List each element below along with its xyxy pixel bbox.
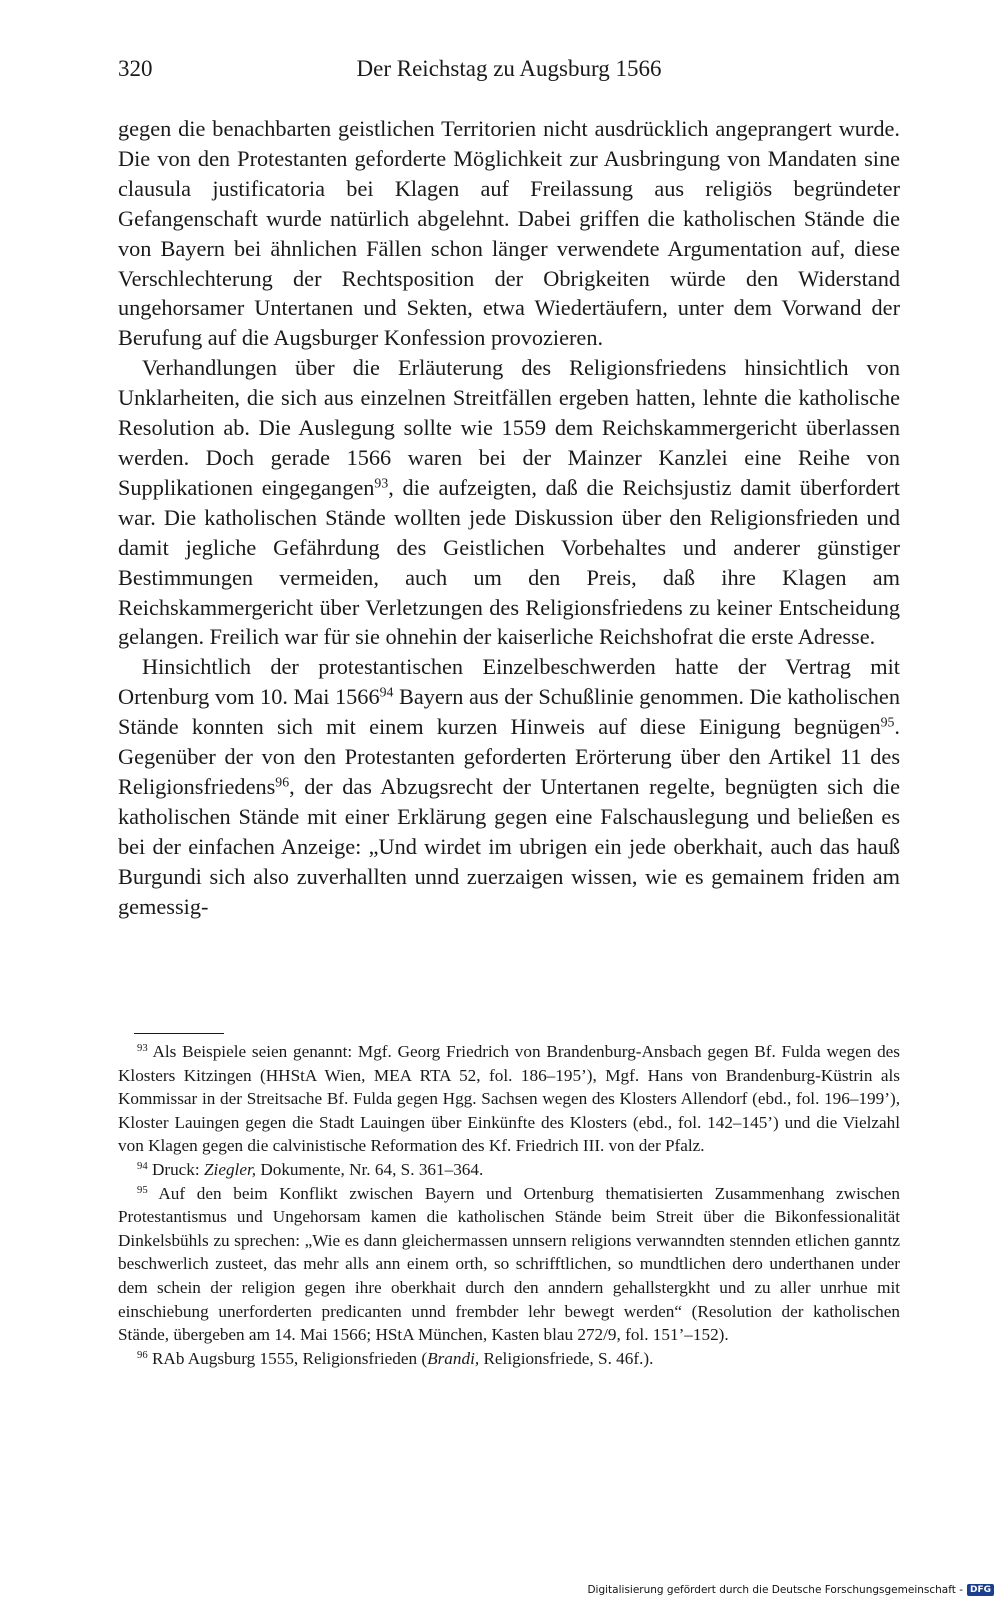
text-run: , die aufzeigten, daß die Reichsjustiz damit überfordert war. Die katholischen Stände wollten jede Diskussion über den Religionsfrieden und damit jegliche Gefährdung des Geistlichen Vorbehaltes und anderer günstiger Bestimmungen vermeiden, auch um den Preis, daß ihre Klagen am Reichskammergericht über Verletzungen des Religionsfriedens zu keiner Entscheidung gelangen. Freilich war für sie ohnehin der kaiserliche Reichshofrat die erste Adresse.: [118, 474, 900, 650]
dfg-logo: DFG: [967, 1584, 994, 1596]
footnotes: [118, 1040, 900, 1370]
credit-text: Digitalisierung gefördert durch die Deutsche Forschungsgemeinschaft -: [587, 1584, 963, 1596]
footnote-ref: 93: [137, 1043, 148, 1055]
text-run: RAb Augsburg 1555, Religionsfrieden (: [147, 1348, 428, 1368]
footnote: [118, 1158, 900, 1182]
footnote-ref: 93: [374, 475, 389, 491]
footnote: [118, 1347, 900, 1371]
footnote: [118, 1182, 900, 1347]
footnote-ref: 96: [275, 774, 290, 790]
page-header: [118, 56, 900, 88]
paragraph: [118, 114, 900, 353]
text-run: . Gegenüber der von den Protestanten geforderten Erörterung über den Artikel 11 des Religionsfriedens: [118, 714, 900, 799]
text-run: Hinsichtlich der protestantischen Einzelbeschwerden hatte der Vertrag mit Ortenburg vom 10. Mai 1566: [118, 654, 900, 710]
digitization-credit: [587, 1584, 994, 1596]
paragraph: [118, 652, 900, 921]
running-title: Der Reichstag zu Augsburg 1566: [356, 56, 662, 81]
text-run: Verhandlungen über die Erläuterung des Religionsfriedens hinsichtlich von Unklarheiten, die sich aus einzelnen Streitfällen ergeben hatten, lehnte die katholische Resolution ab. Die Auslegung sollte wie 1559 dem Reichskammergericht überlassen werden. Doch gerade 1566 waren bei der Mainzer Kanzlei eine Reihe von Supplikationen eingegangen: [118, 355, 900, 500]
text-run: Bayern aus der Schußlinie genommen. Die katholischen Stände konnten sich mit einem kurzen Hinweis auf diese Einigung begnügen: [118, 684, 900, 740]
main-text: [118, 114, 900, 921]
text-run: , der das Abzugsrecht der Untertanen regelte, begnügten sich die katholischen Stände mit einer Erklärung gegen eine Falschauslegung und beließen es bei der einfachen Anzeige: „Und wirdet im ubrigen ein jede oberkhait, auch das hauß Burgundi sich also zuverhallten unnd zuerzaigen wissen, wie es gemainem friden am gemessig-: [118, 773, 900, 919]
footnote-ref: 94: [379, 684, 394, 700]
footnote-ref: 95: [137, 1184, 148, 1196]
footnote-ref: 94: [137, 1161, 148, 1173]
text-run: Religionsfriede, S. 46f.).: [479, 1348, 654, 1368]
text-run: gegen die benachbarten geistlichen Territorien nicht ausdrücklich angeprangert wurde. Die von den Protestanten geforderte Möglichkeit zur Ausbringung von Mandaten sine clausula justificatoria bei Klagen auf Freilassung aus religiös begründeter Gefangenschaft wurde natürlich abgelehnt. Dabei griffen die katholischen Stände die von Bayern bei ähnlichen Fällen schon länger verwendete Argumentation auf, diese Verschlechterung der Rechtsposition der Obrigkeiten würde den Widerstand ungehorsamer Untertanen und Sekten, etwa Wiedertäufern, unter dem Vorwand der Berufung auf die Augsburger Konfession provozieren.: [118, 116, 900, 351]
text-run: Druck:: [147, 1159, 204, 1179]
text-run: Auf den beim Konflikt zwischen Bayern und Ortenburg thematisierten Zusammenhang zwischen Protestantismus und Ungehorsam kamen die katholischen Stände beim Streit über die Bikonfessionalität Dinkelsbühls zu sprechen: „Wie es dann gleichermassen unnsern religions verwanndten stennden etlichen ganntz beschwerlich zusteet, das mehr alls ann einem orth, so schrifftlichen, so mundtlichen dero underthanen under dem schein der religion gegen ihre oberkhait durch den anndern gehallstergkht und zu aller unrhue mit einschiebung unerforderten predicanten unnd frembder lehr bewegt werden“ (Resolution der katholischen Stände, übergeben am 14. Mai 1566; HStA München, Kasten blau 272/9, fol. 151’–152).: [118, 1183, 900, 1345]
footnote: [118, 1040, 900, 1158]
italic-text: Ziegler,: [203, 1159, 257, 1179]
footnote-separator: [134, 1033, 224, 1034]
footnote-ref: 96: [137, 1349, 148, 1361]
page-number: 320: [118, 56, 153, 81]
paragraph: [118, 353, 900, 652]
italic-text: Brandi,: [427, 1348, 480, 1368]
text-run: Dokumente, Nr. 64, S. 361–364.: [256, 1159, 484, 1179]
footnote-ref: 95: [880, 714, 895, 730]
text-run: Als Beispiele seien genannt: Mgf. Georg Friedrich von Brandenburg-Ansbach gegen Bf. Fulda wegen des Klosters Kitzingen (HHStA Wien, MEA RTA 52, fol. 186–195’), Mgf. Hans von Brandenburg-Küstrin als Kommissar in der Streitsache Bf. Fulda gegen Hgg. Sachsen wegen des Klosters Allendorf (ebd., fol. 196–199’), Kloster Lauingen gegen die Stadt Lauingen über Einkünfte des Klosters (ebd., fol. 142–145’) und die Vielzahl von Klagen gegen die calvinistische Reformation des Kf. Friedrich III. von der Pfalz.: [118, 1042, 900, 1156]
